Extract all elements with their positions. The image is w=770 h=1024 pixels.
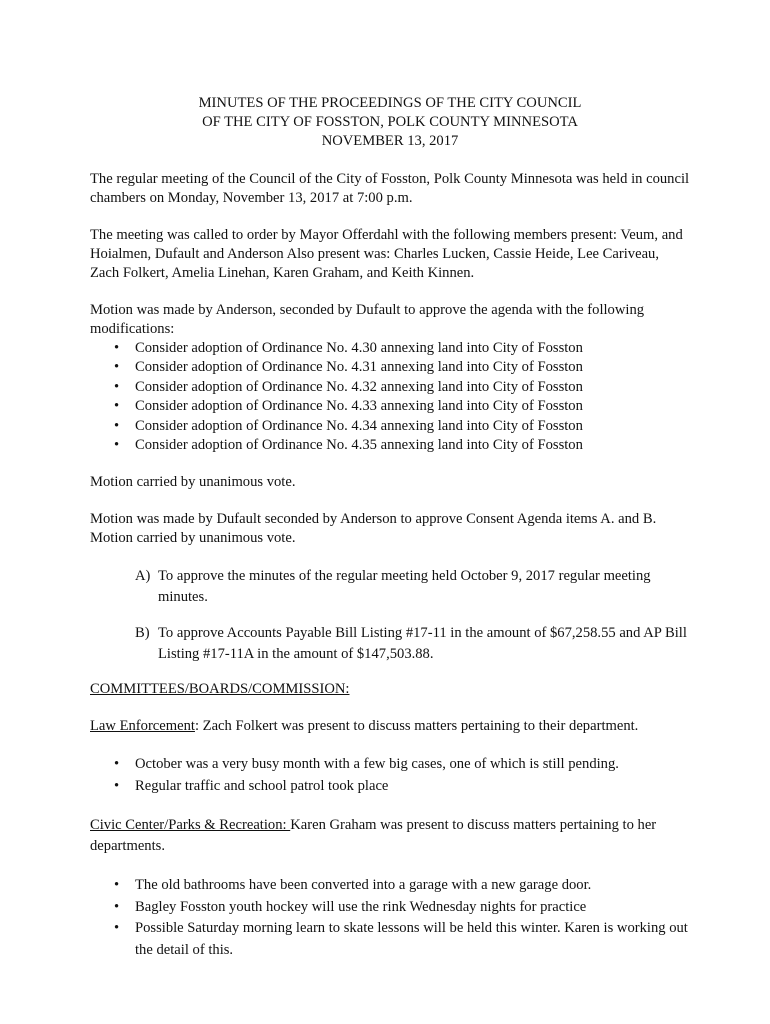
bullet-icon: • [114,898,120,915]
agenda-result-paragraph: Motion carried by unanimous vote. [90,474,296,491]
civic-center-list [90,875,690,961]
title-line-1: MINUTES OF THE PROCEEDINGS OF THE CITY COUNCIL [198,95,582,111]
list-item: • Bagley Fosston youth hockey will use the rink Wednesday nights for practice [90,897,690,919]
bullet-icon: • [114,378,120,395]
list-item: • The old bathrooms have been converted into a garage with a new garage door. [90,875,690,897]
list-item: B) To approve Accounts Payable Bill Listing #17-11 in the amount of $67,258.55 and AP Bill Listing #17-11A in the amount of $147,503.88. [135,625,687,663]
list-item: • Regular traffic and school patrol took place [90,776,690,798]
list-item: • Consider adoption of Ordinance No. 4.31 annexing land into City of Fosston [90,358,690,377]
bullet-icon: • [114,777,120,794]
consent-items-list [90,566,690,665]
law-enforcement-list [90,754,690,797]
agenda-motion-paragraph: Motion was made by Anderson, seconded by Dufault to approve the agenda with the following modifications: [90,302,645,337]
list-item: • Consider adoption of Ordinance No. 4.33 annexing land into City of Fosston [90,397,690,416]
committees-heading: COMMITTEES/BOARDS/COMMISSION: [90,681,350,698]
list-item: • Consider adoption of Ordinance No. 4.35 annexing land into City of Fosston [90,436,690,455]
bullet-icon: • [114,920,120,937]
bullet-icon: • [114,398,120,415]
consent-motion-line-1: Motion was made by Dufault seconded by Anderson to approve Consent Agenda items A. and B. [90,511,657,528]
list-item: • Consider adoption of Ordinance No. 4.34 annexing land into City of Fosston [90,417,690,436]
list-item: • October was a very busy month with a few big cases, one of which is still pending. [90,754,690,776]
call-to-order-paragraph: The meeting was called to order by Mayor Offerdahl with the following members present: Veum, and Hoialmen, Dufault and Anderson Also present was: Charles Lucken, Cassie Heide, Lee Cariveau, Zach Folkert, Amelia Linehan, Karen Graham, and Keith Kinnen. [90,227,683,281]
list-item: A) To approve the minutes of the regular meeting held October 9, 2017 regular meeting minutes. [135,568,651,606]
consent-motion-line-2: Motion carried by unanimous vote. [90,530,296,547]
bullet-icon: • [114,359,120,376]
bullet-icon: • [114,340,120,356]
bullet-icon: • [114,756,120,773]
title-date: NOVEMBER 13, 2017 [321,133,459,149]
civic-center-paragraph: Civic Center/Parks & Recreation: Karen Graham was present to discuss matters pertaining to her departments. [90,817,657,855]
list-item: • Consider adoption of Ordinance No. 4.30 annexing land into City of Fosston [90,339,690,358]
bullet-icon: • [114,437,120,454]
intro-paragraph: The regular meeting of the Council of the City of Fosston, Polk County Minnesota was held in council chambers on Monday, November 13, 2017 at 7:00 p.m. [90,171,690,206]
consent-motion-paragraph [90,510,690,548]
bullet-icon: • [114,877,120,894]
law-enforcement-label: Law Enforcement [90,718,195,735]
document-page [90,94,690,979]
title-line-2: OF THE CITY OF FOSSTON, POLK COUNTY MINNESOTA [202,114,578,130]
list-item: • Consider adoption of Ordinance No. 4.32 annexing land into City of Fosston [90,378,690,397]
document-title [90,94,690,151]
civic-center-label: Civic Center/Parks & Recreation: [90,817,291,834]
law-enforcement-paragraph: Law Enforcement: Zach Folkert was present to discuss matters pertaining to their department. [90,718,639,735]
list-item: • Possible Saturday morning learn to skate lessons will be held this winter. Karen is working out the detail of this. [114,920,688,958]
bullet-icon: • [114,417,120,434]
agenda-items-list [90,339,690,455]
item-letter: A) [135,568,151,585]
item-letter: B) [135,625,150,642]
